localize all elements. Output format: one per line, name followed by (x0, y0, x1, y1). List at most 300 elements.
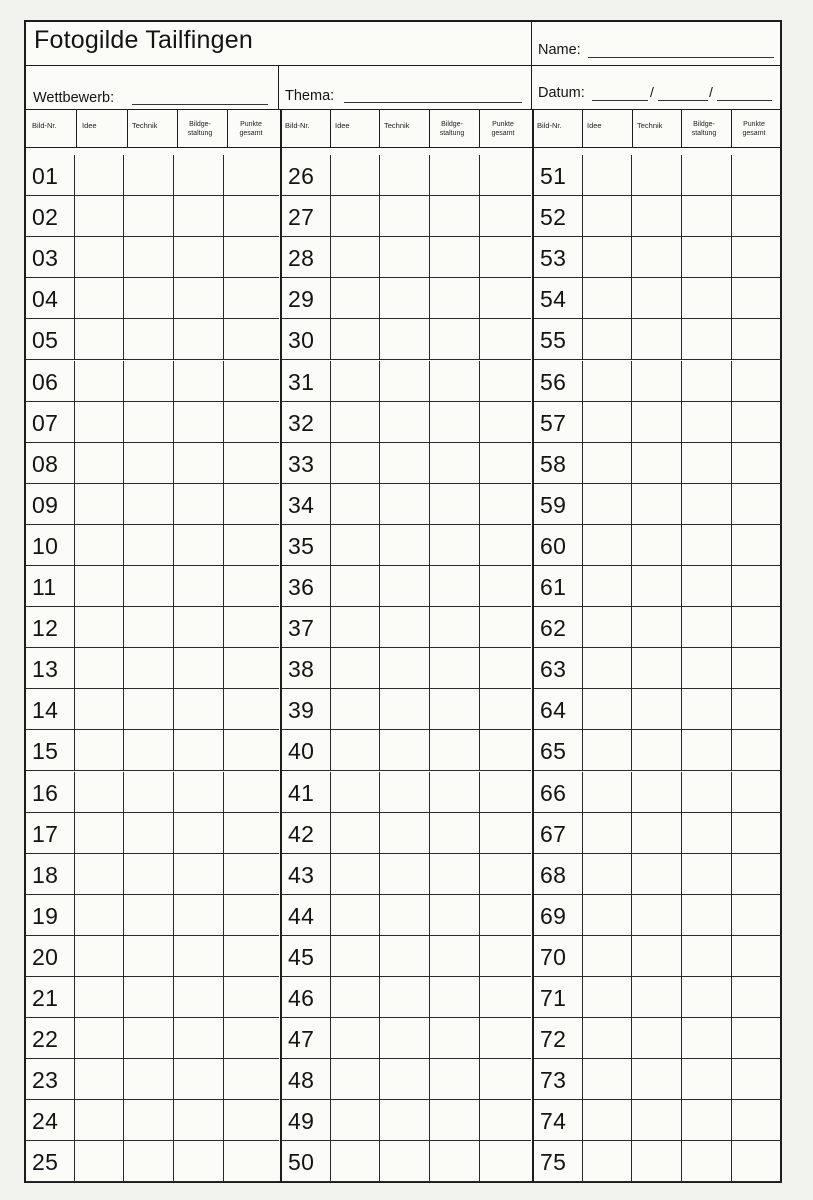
idee-cell[interactable] (582, 813, 632, 853)
technik-cell[interactable] (631, 689, 682, 729)
bildgestaltung-cell[interactable] (429, 689, 480, 729)
idee-cell[interactable] (74, 525, 124, 565)
technik-cell[interactable] (123, 813, 174, 853)
idee-cell[interactable] (74, 936, 124, 976)
technik-cell[interactable] (379, 525, 430, 565)
punkte-gesamt-cell[interactable] (223, 936, 280, 976)
idee-cell[interactable] (582, 936, 632, 976)
technik-cell[interactable] (631, 443, 682, 483)
idee-cell[interactable] (582, 237, 632, 277)
bildgestaltung-cell[interactable] (681, 772, 732, 812)
idee-cell[interactable] (330, 607, 380, 647)
bildgestaltung-cell[interactable] (173, 1141, 224, 1181)
technik-cell[interactable] (631, 977, 682, 1017)
technik-cell[interactable] (379, 566, 430, 606)
bildgestaltung-cell[interactable] (681, 895, 732, 935)
bildgestaltung-cell[interactable] (429, 155, 480, 195)
bildgestaltung-cell[interactable] (173, 854, 224, 894)
idee-cell[interactable] (330, 278, 380, 318)
technik-cell[interactable] (631, 730, 682, 770)
idee-cell[interactable] (582, 319, 632, 359)
idee-cell[interactable] (582, 1018, 632, 1058)
idee-cell[interactable] (330, 319, 380, 359)
idee-cell[interactable] (74, 607, 124, 647)
punkte-gesamt-cell[interactable] (731, 361, 783, 401)
punkte-gesamt-cell[interactable] (731, 1141, 783, 1181)
punkte-gesamt-cell[interactable] (731, 566, 783, 606)
punkte-gesamt-cell[interactable] (479, 361, 532, 401)
technik-cell[interactable] (379, 689, 430, 729)
idee-cell[interactable] (582, 648, 632, 688)
bildgestaltung-cell[interactable] (173, 525, 224, 565)
idee-cell[interactable] (74, 689, 124, 729)
bildgestaltung-cell[interactable] (429, 1018, 480, 1058)
idee-cell[interactable] (582, 196, 632, 236)
idee-cell[interactable] (330, 689, 380, 729)
bildgestaltung-cell[interactable] (173, 607, 224, 647)
punkte-gesamt-cell[interactable] (479, 1141, 532, 1181)
idee-cell[interactable] (582, 854, 632, 894)
technik-cell[interactable] (631, 402, 682, 442)
idee-cell[interactable] (582, 566, 632, 606)
bildgestaltung-cell[interactable] (173, 278, 224, 318)
bildgestaltung-cell[interactable] (429, 443, 480, 483)
bildgestaltung-cell[interactable] (173, 155, 224, 195)
bildgestaltung-cell[interactable] (429, 730, 480, 770)
bildgestaltung-cell[interactable] (429, 361, 480, 401)
technik-cell[interactable] (123, 566, 174, 606)
idee-cell[interactable] (582, 772, 632, 812)
punkte-gesamt-cell[interactable] (479, 1018, 532, 1058)
technik-cell[interactable] (631, 895, 682, 935)
idee-cell[interactable] (330, 361, 380, 401)
technik-cell[interactable] (379, 484, 430, 524)
bildgestaltung-cell[interactable] (681, 484, 732, 524)
bildgestaltung-cell[interactable] (429, 1141, 480, 1181)
bildgestaltung-cell[interactable] (681, 155, 732, 195)
technik-cell[interactable] (379, 319, 430, 359)
idee-cell[interactable] (582, 730, 632, 770)
idee-cell[interactable] (582, 361, 632, 401)
punkte-gesamt-cell[interactable] (731, 648, 783, 688)
technik-cell[interactable] (123, 936, 174, 976)
bildgestaltung-cell[interactable] (681, 525, 732, 565)
punkte-gesamt-cell[interactable] (479, 484, 532, 524)
punkte-gesamt-cell[interactable] (223, 278, 280, 318)
technik-cell[interactable] (379, 854, 430, 894)
bildgestaltung-cell[interactable] (173, 648, 224, 688)
technik-cell[interactable] (379, 155, 430, 195)
bildgestaltung-cell[interactable] (173, 319, 224, 359)
technik-cell[interactable] (123, 1018, 174, 1058)
punkte-gesamt-cell[interactable] (479, 566, 532, 606)
bildgestaltung-cell[interactable] (429, 237, 480, 277)
punkte-gesamt-cell[interactable] (731, 607, 783, 647)
idee-cell[interactable] (582, 1059, 632, 1099)
bildgestaltung-cell[interactable] (681, 278, 732, 318)
bildgestaltung-cell[interactable] (681, 319, 732, 359)
punkte-gesamt-cell[interactable] (479, 730, 532, 770)
bildgestaltung-cell[interactable] (173, 484, 224, 524)
idee-cell[interactable] (330, 1100, 380, 1140)
bildgestaltung-cell[interactable] (173, 936, 224, 976)
bildgestaltung-cell[interactable] (173, 361, 224, 401)
punkte-gesamt-cell[interactable] (223, 648, 280, 688)
idee-cell[interactable] (330, 196, 380, 236)
punkte-gesamt-cell[interactable] (731, 936, 783, 976)
idee-cell[interactable] (330, 730, 380, 770)
punkte-gesamt-cell[interactable] (731, 237, 783, 277)
punkte-gesamt-cell[interactable] (731, 278, 783, 318)
idee-cell[interactable] (582, 895, 632, 935)
technik-cell[interactable] (631, 525, 682, 565)
technik-cell[interactable] (123, 730, 174, 770)
punkte-gesamt-cell[interactable] (223, 854, 280, 894)
idee-cell[interactable] (330, 525, 380, 565)
technik-cell[interactable] (123, 689, 174, 729)
punkte-gesamt-cell[interactable] (479, 278, 532, 318)
technik-cell[interactable] (379, 607, 430, 647)
idee-cell[interactable] (74, 1141, 124, 1181)
bildgestaltung-cell[interactable] (429, 196, 480, 236)
punkte-gesamt-cell[interactable] (223, 155, 280, 195)
technik-cell[interactable] (631, 566, 682, 606)
bildgestaltung-cell[interactable] (429, 402, 480, 442)
idee-cell[interactable] (330, 977, 380, 1017)
bildgestaltung-cell[interactable] (173, 1018, 224, 1058)
bildgestaltung-cell[interactable] (429, 1100, 480, 1140)
bildgestaltung-cell[interactable] (681, 1018, 732, 1058)
technik-cell[interactable] (123, 648, 174, 688)
bildgestaltung-cell[interactable] (681, 854, 732, 894)
technik-cell[interactable] (379, 443, 430, 483)
technik-cell[interactable] (379, 772, 430, 812)
bildgestaltung-cell[interactable] (429, 813, 480, 853)
bildgestaltung-cell[interactable] (173, 895, 224, 935)
punkte-gesamt-cell[interactable] (479, 813, 532, 853)
idee-cell[interactable] (582, 1141, 632, 1181)
idee-cell[interactable] (330, 936, 380, 976)
punkte-gesamt-cell[interactable] (479, 402, 532, 442)
bildgestaltung-cell[interactable] (429, 977, 480, 1017)
bildgestaltung-cell[interactable] (173, 196, 224, 236)
technik-cell[interactable] (631, 772, 682, 812)
bildgestaltung-cell[interactable] (681, 402, 732, 442)
punkte-gesamt-cell[interactable] (223, 730, 280, 770)
bildgestaltung-cell[interactable] (681, 566, 732, 606)
technik-cell[interactable] (631, 813, 682, 853)
punkte-gesamt-cell[interactable] (731, 772, 783, 812)
idee-cell[interactable] (330, 155, 380, 195)
bildgestaltung-cell[interactable] (173, 237, 224, 277)
bildgestaltung-cell[interactable] (429, 936, 480, 976)
punkte-gesamt-cell[interactable] (731, 443, 783, 483)
technik-cell[interactable] (631, 278, 682, 318)
bildgestaltung-cell[interactable] (681, 607, 732, 647)
punkte-gesamt-cell[interactable] (223, 813, 280, 853)
technik-cell[interactable] (379, 402, 430, 442)
idee-cell[interactable] (74, 278, 124, 318)
technik-cell[interactable] (631, 1141, 682, 1181)
punkte-gesamt-cell[interactable] (479, 237, 532, 277)
technik-cell[interactable] (123, 155, 174, 195)
idee-cell[interactable] (582, 607, 632, 647)
punkte-gesamt-cell[interactable] (479, 196, 532, 236)
punkte-gesamt-cell[interactable] (479, 443, 532, 483)
technik-cell[interactable] (631, 237, 682, 277)
punkte-gesamt-cell[interactable] (223, 196, 280, 236)
datum-month-line[interactable] (658, 100, 708, 101)
punkte-gesamt-cell[interactable] (731, 484, 783, 524)
idee-cell[interactable] (330, 237, 380, 277)
idee-cell[interactable] (582, 525, 632, 565)
idee-cell[interactable] (74, 730, 124, 770)
idee-cell[interactable] (330, 1059, 380, 1099)
bildgestaltung-cell[interactable] (429, 607, 480, 647)
punkte-gesamt-cell[interactable] (223, 402, 280, 442)
technik-cell[interactable] (379, 936, 430, 976)
idee-cell[interactable] (74, 895, 124, 935)
technik-cell[interactable] (631, 155, 682, 195)
punkte-gesamt-cell[interactable] (479, 936, 532, 976)
punkte-gesamt-cell[interactable] (223, 525, 280, 565)
punkte-gesamt-cell[interactable] (223, 484, 280, 524)
technik-cell[interactable] (379, 1141, 430, 1181)
punkte-gesamt-cell[interactable] (731, 196, 783, 236)
technik-cell[interactable] (379, 237, 430, 277)
punkte-gesamt-cell[interactable] (731, 525, 783, 565)
idee-cell[interactable] (330, 1141, 380, 1181)
technik-cell[interactable] (123, 278, 174, 318)
punkte-gesamt-cell[interactable] (731, 730, 783, 770)
punkte-gesamt-cell[interactable] (223, 607, 280, 647)
punkte-gesamt-cell[interactable] (731, 402, 783, 442)
idee-cell[interactable] (582, 484, 632, 524)
punkte-gesamt-cell[interactable] (731, 1018, 783, 1058)
bildgestaltung-cell[interactable] (429, 278, 480, 318)
idee-cell[interactable] (330, 772, 380, 812)
idee-cell[interactable] (582, 155, 632, 195)
technik-cell[interactable] (631, 1100, 682, 1140)
bildgestaltung-cell[interactable] (429, 1059, 480, 1099)
technik-cell[interactable] (123, 772, 174, 812)
wettbewerb-field-line[interactable] (132, 104, 268, 105)
idee-cell[interactable] (330, 854, 380, 894)
bildgestaltung-cell[interactable] (681, 237, 732, 277)
bildgestaltung-cell[interactable] (429, 319, 480, 359)
technik-cell[interactable] (123, 1141, 174, 1181)
bildgestaltung-cell[interactable] (173, 730, 224, 770)
punkte-gesamt-cell[interactable] (479, 689, 532, 729)
bildgestaltung-cell[interactable] (429, 525, 480, 565)
idee-cell[interactable] (74, 1059, 124, 1099)
bildgestaltung-cell[interactable] (681, 936, 732, 976)
idee-cell[interactable] (330, 648, 380, 688)
bildgestaltung-cell[interactable] (173, 813, 224, 853)
punkte-gesamt-cell[interactable] (479, 607, 532, 647)
idee-cell[interactable] (582, 1100, 632, 1140)
technik-cell[interactable] (631, 484, 682, 524)
punkte-gesamt-cell[interactable] (223, 361, 280, 401)
punkte-gesamt-cell[interactable] (479, 854, 532, 894)
bildgestaltung-cell[interactable] (681, 730, 732, 770)
technik-cell[interactable] (631, 361, 682, 401)
punkte-gesamt-cell[interactable] (223, 237, 280, 277)
bildgestaltung-cell[interactable] (173, 402, 224, 442)
name-field-line[interactable] (588, 57, 774, 58)
punkte-gesamt-cell[interactable] (731, 1100, 783, 1140)
punkte-gesamt-cell[interactable] (731, 813, 783, 853)
technik-cell[interactable] (379, 1059, 430, 1099)
punkte-gesamt-cell[interactable] (223, 443, 280, 483)
bildgestaltung-cell[interactable] (681, 977, 732, 1017)
punkte-gesamt-cell[interactable] (223, 977, 280, 1017)
punkte-gesamt-cell[interactable] (731, 977, 783, 1017)
idee-cell[interactable] (74, 402, 124, 442)
idee-cell[interactable] (582, 689, 632, 729)
technik-cell[interactable] (379, 648, 430, 688)
punkte-gesamt-cell[interactable] (479, 155, 532, 195)
bildgestaltung-cell[interactable] (429, 895, 480, 935)
technik-cell[interactable] (123, 361, 174, 401)
technik-cell[interactable] (379, 1100, 430, 1140)
technik-cell[interactable] (379, 813, 430, 853)
bildgestaltung-cell[interactable] (681, 813, 732, 853)
idee-cell[interactable] (330, 566, 380, 606)
technik-cell[interactable] (631, 1059, 682, 1099)
technik-cell[interactable] (631, 936, 682, 976)
idee-cell[interactable] (74, 196, 124, 236)
thema-field-line[interactable] (344, 102, 522, 103)
punkte-gesamt-cell[interactable] (731, 689, 783, 729)
technik-cell[interactable] (123, 402, 174, 442)
technik-cell[interactable] (631, 607, 682, 647)
punkte-gesamt-cell[interactable] (479, 1100, 532, 1140)
bildgestaltung-cell[interactable] (173, 1100, 224, 1140)
technik-cell[interactable] (123, 895, 174, 935)
punkte-gesamt-cell[interactable] (731, 319, 783, 359)
bildgestaltung-cell[interactable] (429, 854, 480, 894)
idee-cell[interactable] (74, 772, 124, 812)
technik-cell[interactable] (123, 1059, 174, 1099)
idee-cell[interactable] (74, 484, 124, 524)
technik-cell[interactable] (379, 977, 430, 1017)
punkte-gesamt-cell[interactable] (223, 566, 280, 606)
idee-cell[interactable] (74, 854, 124, 894)
idee-cell[interactable] (330, 813, 380, 853)
idee-cell[interactable] (330, 1018, 380, 1058)
technik-cell[interactable] (379, 895, 430, 935)
idee-cell[interactable] (74, 977, 124, 1017)
bildgestaltung-cell[interactable] (681, 443, 732, 483)
idee-cell[interactable] (74, 361, 124, 401)
punkte-gesamt-cell[interactable] (223, 1141, 280, 1181)
idee-cell[interactable] (330, 443, 380, 483)
technik-cell[interactable] (123, 443, 174, 483)
idee-cell[interactable] (582, 402, 632, 442)
idee-cell[interactable] (74, 1100, 124, 1140)
bildgestaltung-cell[interactable] (681, 648, 732, 688)
bildgestaltung-cell[interactable] (681, 196, 732, 236)
bildgestaltung-cell[interactable] (429, 648, 480, 688)
technik-cell[interactable] (631, 196, 682, 236)
punkte-gesamt-cell[interactable] (223, 689, 280, 729)
datum-day-line[interactable] (592, 100, 648, 101)
punkte-gesamt-cell[interactable] (731, 1059, 783, 1099)
bildgestaltung-cell[interactable] (681, 1059, 732, 1099)
technik-cell[interactable] (123, 484, 174, 524)
punkte-gesamt-cell[interactable] (731, 854, 783, 894)
technik-cell[interactable] (631, 648, 682, 688)
idee-cell[interactable] (74, 648, 124, 688)
idee-cell[interactable] (330, 484, 380, 524)
punkte-gesamt-cell[interactable] (479, 895, 532, 935)
technik-cell[interactable] (123, 319, 174, 359)
bildgestaltung-cell[interactable] (429, 566, 480, 606)
punkte-gesamt-cell[interactable] (223, 895, 280, 935)
punkte-gesamt-cell[interactable] (479, 525, 532, 565)
technik-cell[interactable] (123, 525, 174, 565)
datum-year-line[interactable] (717, 100, 772, 101)
technik-cell[interactable] (379, 196, 430, 236)
technik-cell[interactable] (379, 1018, 430, 1058)
idee-cell[interactable] (74, 443, 124, 483)
punkte-gesamt-cell[interactable] (223, 1100, 280, 1140)
bildgestaltung-cell[interactable] (429, 772, 480, 812)
technik-cell[interactable] (123, 196, 174, 236)
idee-cell[interactable] (330, 402, 380, 442)
technik-cell[interactable] (123, 977, 174, 1017)
bildgestaltung-cell[interactable] (173, 566, 224, 606)
punkte-gesamt-cell[interactable] (479, 1059, 532, 1099)
idee-cell[interactable] (74, 1018, 124, 1058)
bildgestaltung-cell[interactable] (681, 361, 732, 401)
punkte-gesamt-cell[interactable] (223, 1018, 280, 1058)
punkte-gesamt-cell[interactable] (731, 895, 783, 935)
technik-cell[interactable] (631, 319, 682, 359)
idee-cell[interactable] (582, 977, 632, 1017)
technik-cell[interactable] (379, 361, 430, 401)
bildgestaltung-cell[interactable] (173, 689, 224, 729)
technik-cell[interactable] (631, 854, 682, 894)
idee-cell[interactable] (74, 813, 124, 853)
punkte-gesamt-cell[interactable] (479, 648, 532, 688)
idee-cell[interactable] (582, 278, 632, 318)
idee-cell[interactable] (74, 319, 124, 359)
bildgestaltung-cell[interactable] (681, 689, 732, 729)
bildgestaltung-cell[interactable] (173, 1059, 224, 1099)
idee-cell[interactable] (330, 895, 380, 935)
technik-cell[interactable] (123, 1100, 174, 1140)
bildgestaltung-cell[interactable] (173, 977, 224, 1017)
bildgestaltung-cell[interactable] (173, 772, 224, 812)
bildgestaltung-cell[interactable] (681, 1141, 732, 1181)
technik-cell[interactable] (379, 278, 430, 318)
technik-cell[interactable] (123, 854, 174, 894)
punkte-gesamt-cell[interactable] (223, 772, 280, 812)
bildgestaltung-cell[interactable] (429, 484, 480, 524)
technik-cell[interactable] (123, 237, 174, 277)
technik-cell[interactable] (631, 1018, 682, 1058)
punkte-gesamt-cell[interactable] (223, 319, 280, 359)
idee-cell[interactable] (74, 566, 124, 606)
punkte-gesamt-cell[interactable] (223, 1059, 280, 1099)
punkte-gesamt-cell[interactable] (479, 772, 532, 812)
idee-cell[interactable] (74, 237, 124, 277)
punkte-gesamt-cell[interactable] (731, 155, 783, 195)
technik-cell[interactable] (379, 730, 430, 770)
punkte-gesamt-cell[interactable] (479, 319, 532, 359)
